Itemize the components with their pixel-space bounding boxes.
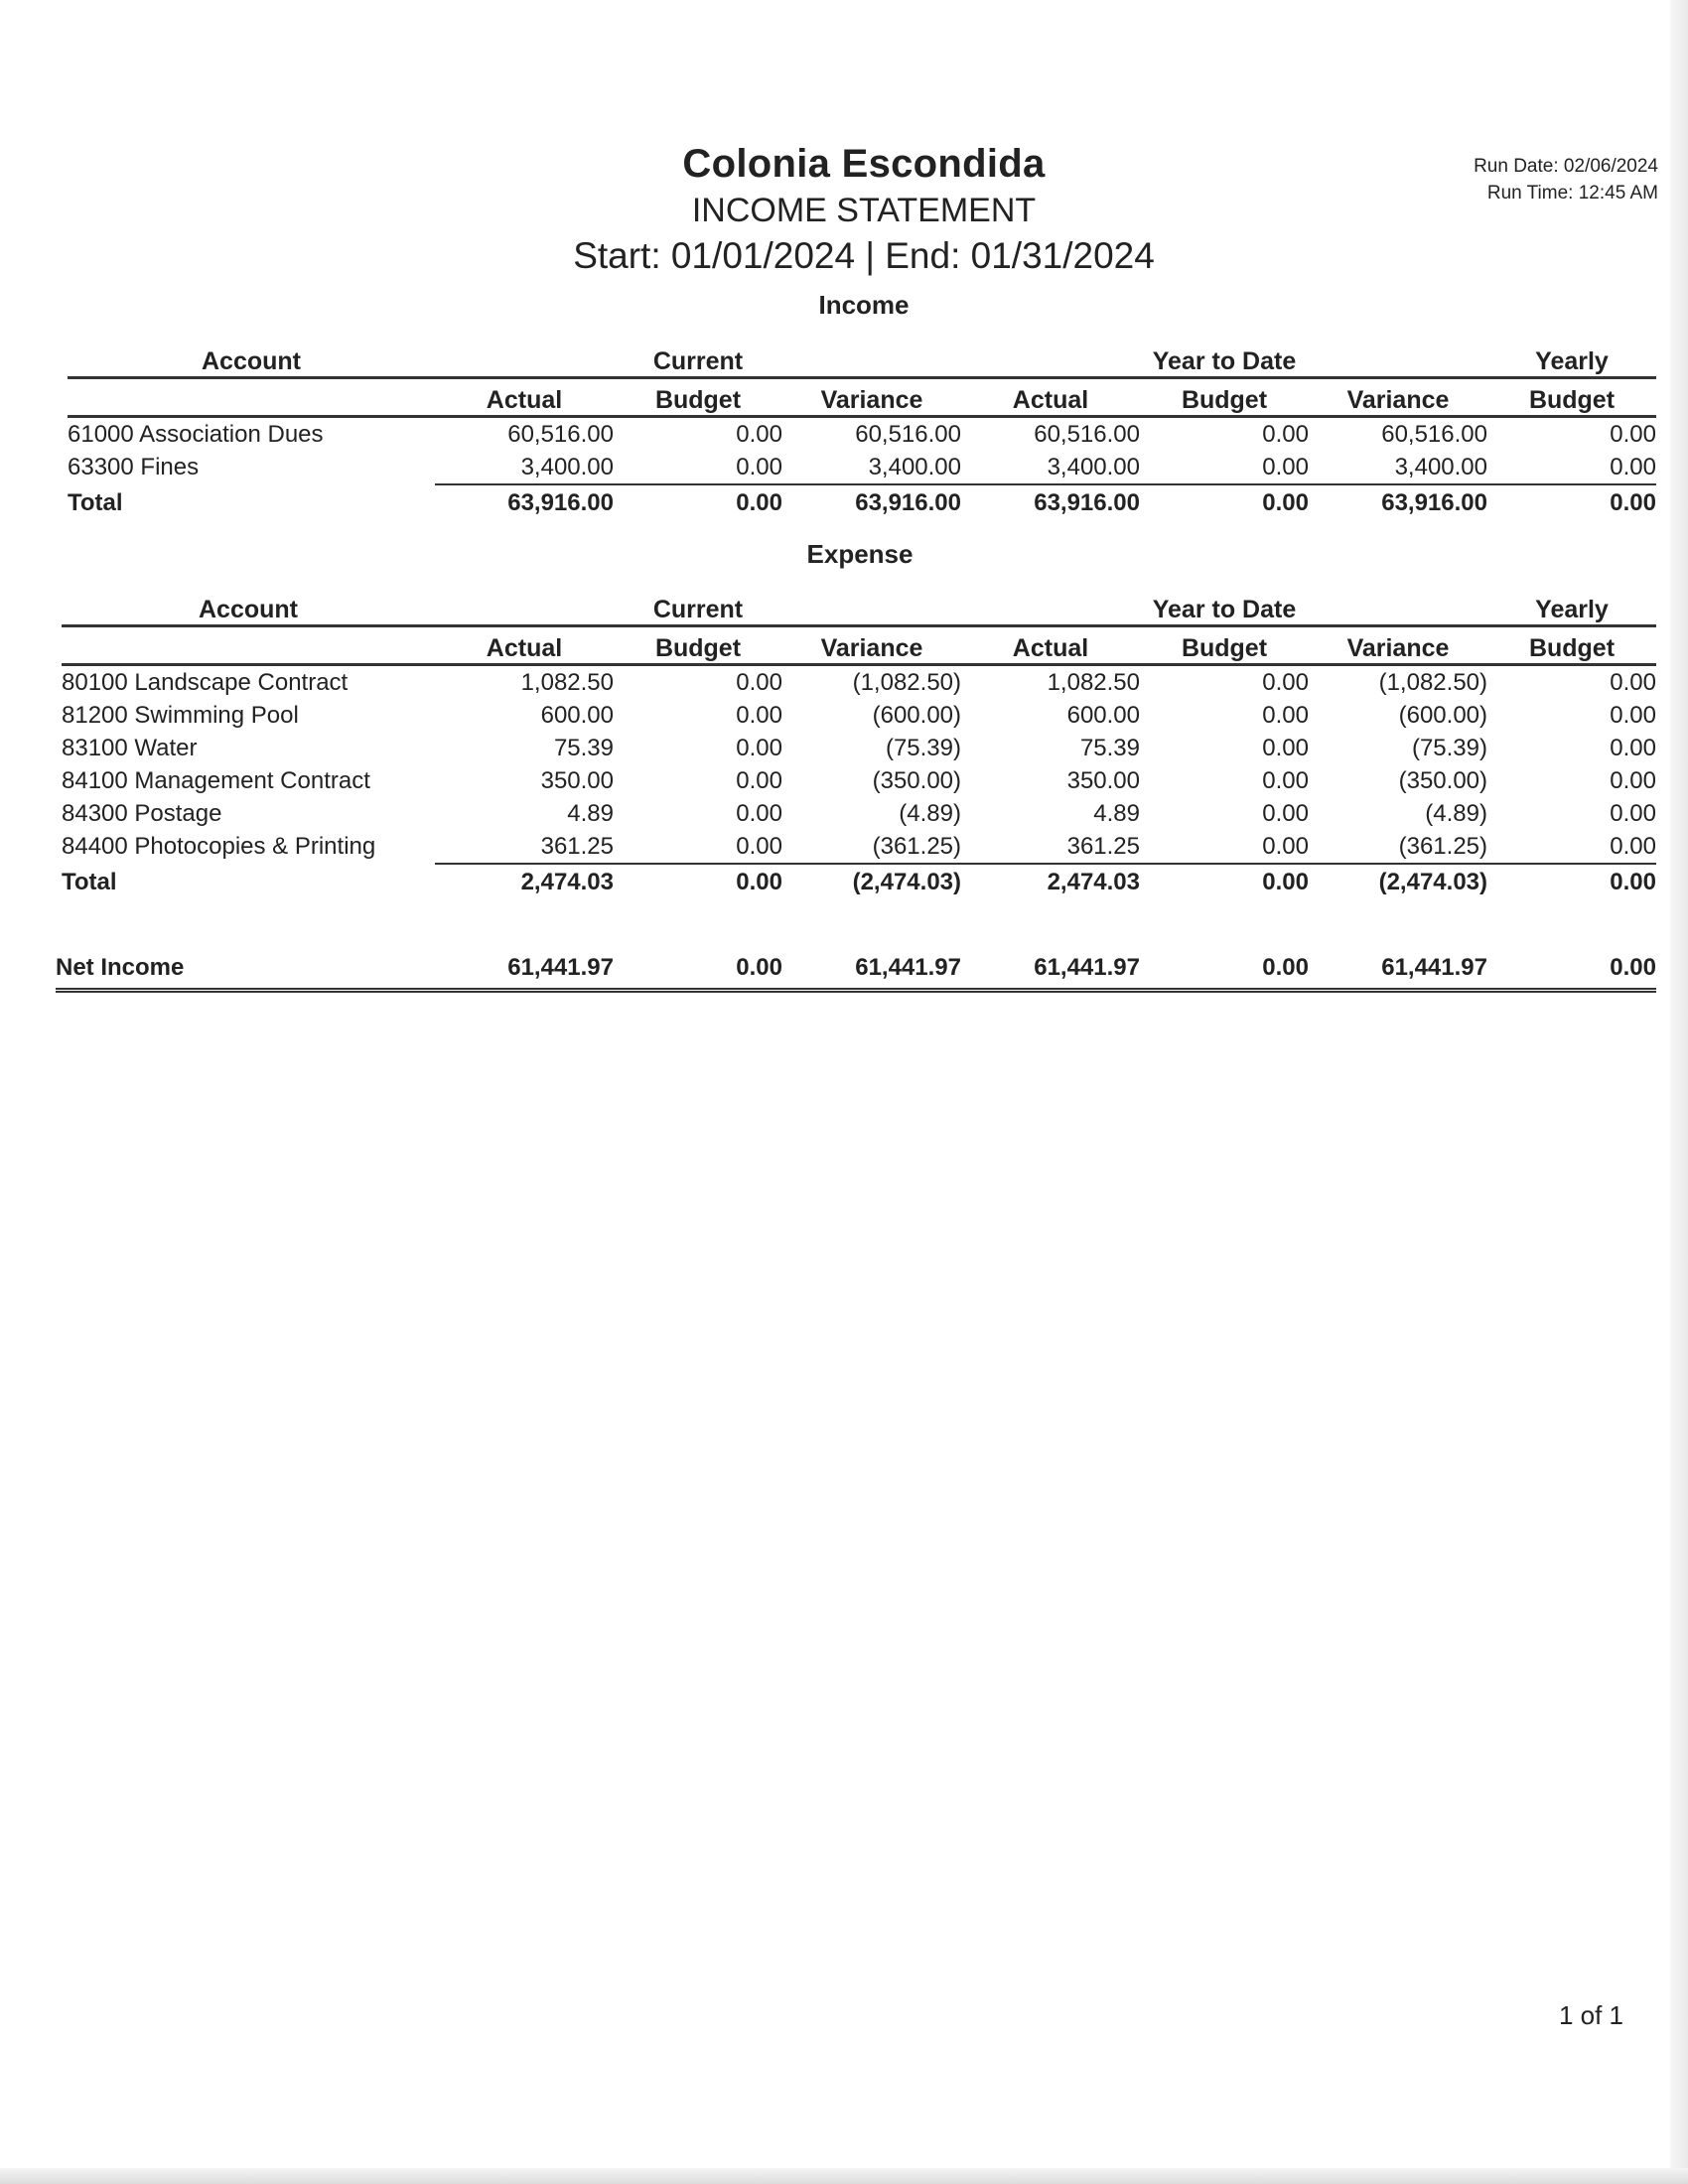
total-current-variance: 63,916.00	[782, 484, 961, 521]
net-current-variance: 61,441.97	[782, 948, 961, 991]
ytd-variance: (350.00)	[1398, 766, 1487, 794]
ytd-variance: (75.39)	[1411, 734, 1487, 761]
ytd-variance: (600.00)	[1398, 701, 1487, 729]
total-ytd-budget: 0.00	[1140, 484, 1309, 521]
ytd-actual: 60,516.00	[1034, 420, 1140, 448]
col-ytd-actual: Actual	[961, 626, 1140, 665]
total-current-variance: (2,474.03)	[782, 864, 961, 900]
current-actual: 60,516.00	[507, 420, 614, 448]
table-row	[68, 451, 1656, 484]
yearly-budget: 0.00	[1610, 799, 1656, 827]
current-budget: 0.00	[736, 734, 782, 761]
total-ytd-actual: 63,916.00	[961, 484, 1140, 521]
account-name: 80100 Landscape Contract	[62, 668, 349, 696]
current-actual: 600.00	[540, 701, 614, 729]
ytd-variance: (361.25)	[1398, 832, 1487, 860]
yearly-budget: 0.00	[1610, 668, 1656, 696]
current-actual: 361.25	[540, 832, 614, 860]
net-ytd-budget: 0.00	[1140, 948, 1309, 991]
ytd-variance: 60,516.00	[1381, 420, 1487, 448]
total-label: Total	[62, 868, 117, 895]
run-time: Run Time: 12:45 AM	[1486, 182, 1658, 204]
run-info	[1474, 154, 1658, 206]
ytd-variance: 3,400.00	[1394, 453, 1487, 480]
current-group-header: Current	[614, 591, 782, 626]
col-yearly-budget: Budget	[1487, 378, 1656, 417]
current-budget: 0.00	[736, 453, 782, 480]
income-section-label: Income	[818, 290, 910, 320]
col-ytd-budget: Budget	[1140, 626, 1309, 665]
current-variance: (4.89)	[899, 799, 961, 827]
yearly-group-header: Yearly	[1487, 591, 1656, 626]
current-variance: (361.25)	[872, 832, 961, 860]
total-yearly-budget: 0.00	[1487, 864, 1656, 900]
col-current-actual: Actual	[435, 626, 614, 665]
yearly-budget: 0.00	[1610, 420, 1656, 448]
expense-total-row	[62, 864, 1656, 900]
income-total-row	[68, 484, 1656, 521]
scan-edge-bottom	[0, 2168, 1688, 2184]
yearly-budget: 0.00	[1610, 734, 1656, 761]
ytd-budget: 0.00	[1262, 766, 1309, 794]
total-ytd-variance: 63,916.00	[1309, 484, 1487, 521]
yearly-budget: 0.00	[1610, 453, 1656, 480]
total-yearly-budget: 0.00	[1487, 484, 1656, 521]
account-group-header: Account	[68, 342, 435, 378]
account-name: 63300 Fines	[68, 454, 200, 480]
table-row	[62, 764, 1656, 797]
current-budget: 0.00	[736, 799, 782, 827]
net-ytd-actual: 61,441.97	[961, 948, 1140, 991]
ytd-actual: 4.89	[1093, 799, 1140, 827]
col-ytd-variance: Variance	[1309, 626, 1487, 665]
total-label: Total	[68, 488, 123, 516]
col-current-actual: Actual	[435, 378, 614, 417]
total-current-budget: 0.00	[614, 864, 782, 900]
ytd-group-header: Year to Date	[1140, 591, 1309, 626]
ytd-budget: 0.00	[1262, 453, 1309, 480]
account-name: 84400 Photocopies & Printing	[62, 833, 376, 860]
report-header	[0, 139, 1688, 280]
net-income-label: Net Income	[56, 948, 435, 991]
ytd-actual: 75.39	[1079, 734, 1140, 761]
income-table	[68, 342, 1656, 521]
col-current-budget: Budget	[614, 626, 782, 665]
current-actual: 1,082.50	[520, 668, 614, 696]
net-income-table	[56, 948, 1656, 993]
ytd-variance: (4.89)	[1425, 799, 1487, 827]
current-actual: 4.89	[567, 799, 614, 827]
yearly-budget: 0.00	[1610, 766, 1656, 794]
current-variance: 60,516.00	[855, 420, 961, 448]
col-ytd-actual: Actual	[961, 378, 1140, 417]
report-title: INCOME STATEMENT	[691, 192, 1037, 229]
scan-edge-right	[1670, 0, 1688, 2184]
account-name: 84300 Postage	[62, 799, 222, 827]
run-date: Run Date: 02/06/2024	[1474, 156, 1658, 177]
account-name: 81200 Swimming Pool	[62, 701, 299, 729]
account-name: 83100 Water	[62, 734, 198, 761]
ytd-budget: 0.00	[1262, 701, 1309, 729]
ytd-actual: 361.25	[1066, 832, 1140, 860]
current-budget: 0.00	[736, 420, 782, 448]
ytd-budget: 0.00	[1262, 420, 1309, 448]
ytd-budget: 0.00	[1262, 668, 1309, 696]
total-ytd-actual: 2,474.03	[961, 864, 1140, 900]
table-row	[62, 732, 1656, 764]
col-current-variance: Variance	[782, 378, 961, 417]
current-budget: 0.00	[736, 766, 782, 794]
net-current-budget: 0.00	[614, 948, 782, 991]
report-period: Start: 01/01/2024 | End: 01/31/2024	[573, 235, 1155, 277]
total-current-actual: 63,916.00	[435, 484, 614, 521]
current-variance: (1,082.50)	[852, 668, 961, 696]
expense-section-label: Expense	[806, 539, 914, 569]
account-group-header: Account	[62, 591, 435, 626]
yearly-group-header: Yearly	[1487, 342, 1656, 378]
table-row	[62, 665, 1656, 700]
ytd-actual: 350.00	[1066, 766, 1140, 794]
col-current-budget: Budget	[614, 378, 782, 417]
total-ytd-budget: 0.00	[1140, 864, 1309, 900]
current-budget: 0.00	[736, 668, 782, 696]
ytd-group-header: Year to Date	[1140, 342, 1309, 378]
current-budget: 0.00	[736, 832, 782, 860]
total-ytd-variance: (2,474.03)	[1309, 864, 1487, 900]
table-row	[62, 797, 1656, 830]
current-variance: (350.00)	[872, 766, 961, 794]
current-actual: 3,400.00	[520, 453, 614, 480]
ytd-actual: 600.00	[1066, 701, 1140, 729]
ytd-budget: 0.00	[1262, 799, 1309, 827]
current-budget: 0.00	[736, 701, 782, 729]
current-variance: (600.00)	[872, 701, 961, 729]
current-actual: 75.39	[553, 734, 614, 761]
ytd-actual: 1,082.50	[1047, 668, 1140, 696]
account-name: 84100 Management Contract	[62, 766, 370, 794]
account-name: 61000 Association Dues	[68, 420, 324, 448]
current-variance: 3,400.00	[868, 453, 961, 480]
current-group-header: Current	[614, 342, 782, 378]
table-row	[62, 699, 1656, 732]
total-current-budget: 0.00	[614, 484, 782, 521]
col-ytd-budget: Budget	[1140, 378, 1309, 417]
net-income-row	[56, 948, 1656, 991]
col-current-variance: Variance	[782, 626, 961, 665]
table-row	[62, 830, 1656, 864]
ytd-budget: 0.00	[1262, 734, 1309, 761]
ytd-variance: (1,082.50)	[1378, 668, 1487, 696]
current-actual: 350.00	[540, 766, 614, 794]
page-number: 1 of 1	[1558, 2000, 1623, 2030]
col-ytd-variance: Variance	[1309, 378, 1487, 417]
yearly-budget: 0.00	[1610, 832, 1656, 860]
ytd-budget: 0.00	[1262, 832, 1309, 860]
net-yearly-budget: 0.00	[1487, 948, 1656, 991]
yearly-budget: 0.00	[1610, 701, 1656, 729]
current-variance: (75.39)	[885, 734, 961, 761]
company-name: Colonia Escondida	[682, 142, 1046, 186]
net-ytd-variance: 61,441.97	[1309, 948, 1487, 991]
table-row	[68, 417, 1656, 452]
total-current-actual: 2,474.03	[435, 864, 614, 900]
expense-table	[62, 591, 1656, 900]
ytd-actual: 3,400.00	[1047, 453, 1140, 480]
net-current-actual: 61,441.97	[435, 948, 614, 991]
col-yearly-budget: Budget	[1487, 626, 1656, 665]
